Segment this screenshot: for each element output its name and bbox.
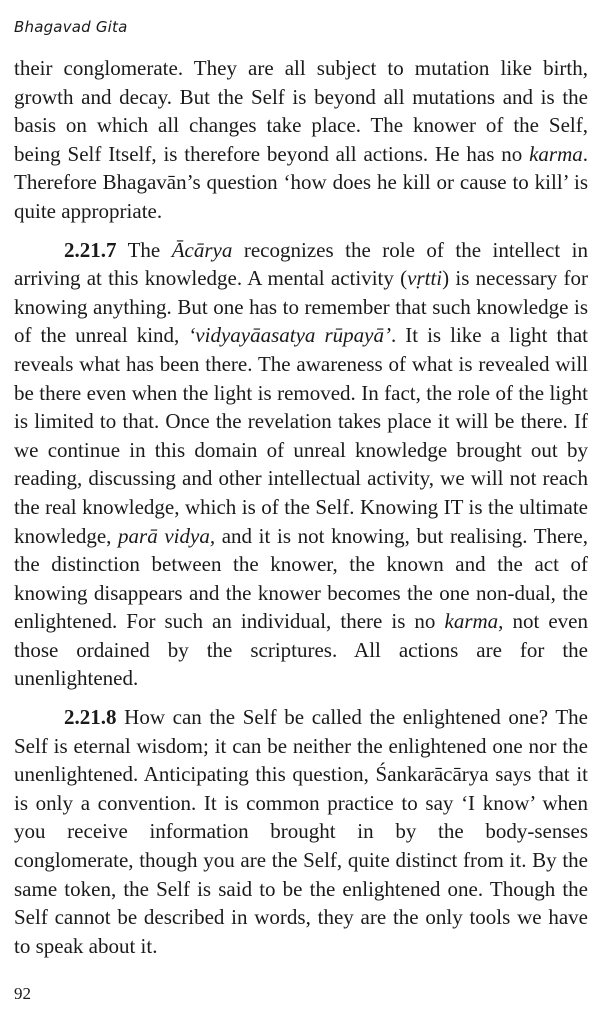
- text-run: How can the Self be called the enlightened one? The Self is eternal wisdom; it can be neither the enlightened one nor the unenlightened. Anticipating this question, Śankarācārya says that it is only a convention. It is common practice to say ‘I know’ when you receive information brought in by the body-senses conglomerate, though you are the Self, quite distinct from it. By the same token, the Self is said to be the enlightened one. Though the Self cannot be described in words, they are the only tools we have to speak about it.: [14, 705, 588, 958]
- text-run: The: [116, 237, 172, 262]
- text-run: recognizes the role of the intellect in arriving at this knowledge. A mental activity (: [14, 237, 588, 291]
- text-run: not even those ordained by the scriptures. All actions are for the unenlightened.: [14, 609, 588, 691]
- italic-term: karma: [529, 141, 583, 166]
- italic-term: ‘vidyayāasatya rūpayā’: [188, 323, 391, 348]
- italic-term: karma,: [444, 609, 504, 634]
- paragraph-1: [14, 54, 588, 226]
- page-number: 92: [14, 984, 31, 1003]
- section-number: 2.21.8: [64, 705, 117, 730]
- text-run: and it is not knowing, but realising. There, the distinction between the knower, the known and the act of knowing disappears and the knower becomes the one non-dual, the enlightened. For such an individual, there is no: [14, 523, 588, 634]
- italic-term: parā vidya,: [118, 523, 216, 548]
- section-number: 2.21.7: [64, 237, 117, 262]
- paragraph-2: [14, 236, 588, 694]
- italic-term: Ācārya: [171, 237, 233, 262]
- running-head: Bhagavad Gita: [14, 18, 128, 36]
- body-text: [14, 54, 588, 960]
- text-run: their conglomerate. They are all subject to mutation like birth, growth and decay. But the Self is beyond all mutations and is the basis on which all changes take place. The knower of the Self, being Self Itself, is therefore beyond all actions. He has no: [14, 56, 588, 166]
- text-run: ) is necessary for knowing anything. But one has to remember that such knowledge is of the unreal kind,: [14, 266, 588, 348]
- text-run: . Therefore Bhagavān’s question ‘how does he kill or cause to kill’ is quite appropriate.: [14, 141, 588, 223]
- italic-term: vṛtti: [407, 266, 443, 291]
- paragraph-3: [14, 703, 588, 960]
- text-run: . It is like a light that reveals what has been there. The awareness of what is revealed will be there even when the light is removed. In fact, the role of the light is limited to that. Once the revelation takes place it will be there. If we continue in this domain of unreal knowledge brought out by reading, discussing and other intellectual activity, we will not reach the real knowledge, which is of the Self. Knowing IT is the ultimate knowledge,: [14, 323, 589, 548]
